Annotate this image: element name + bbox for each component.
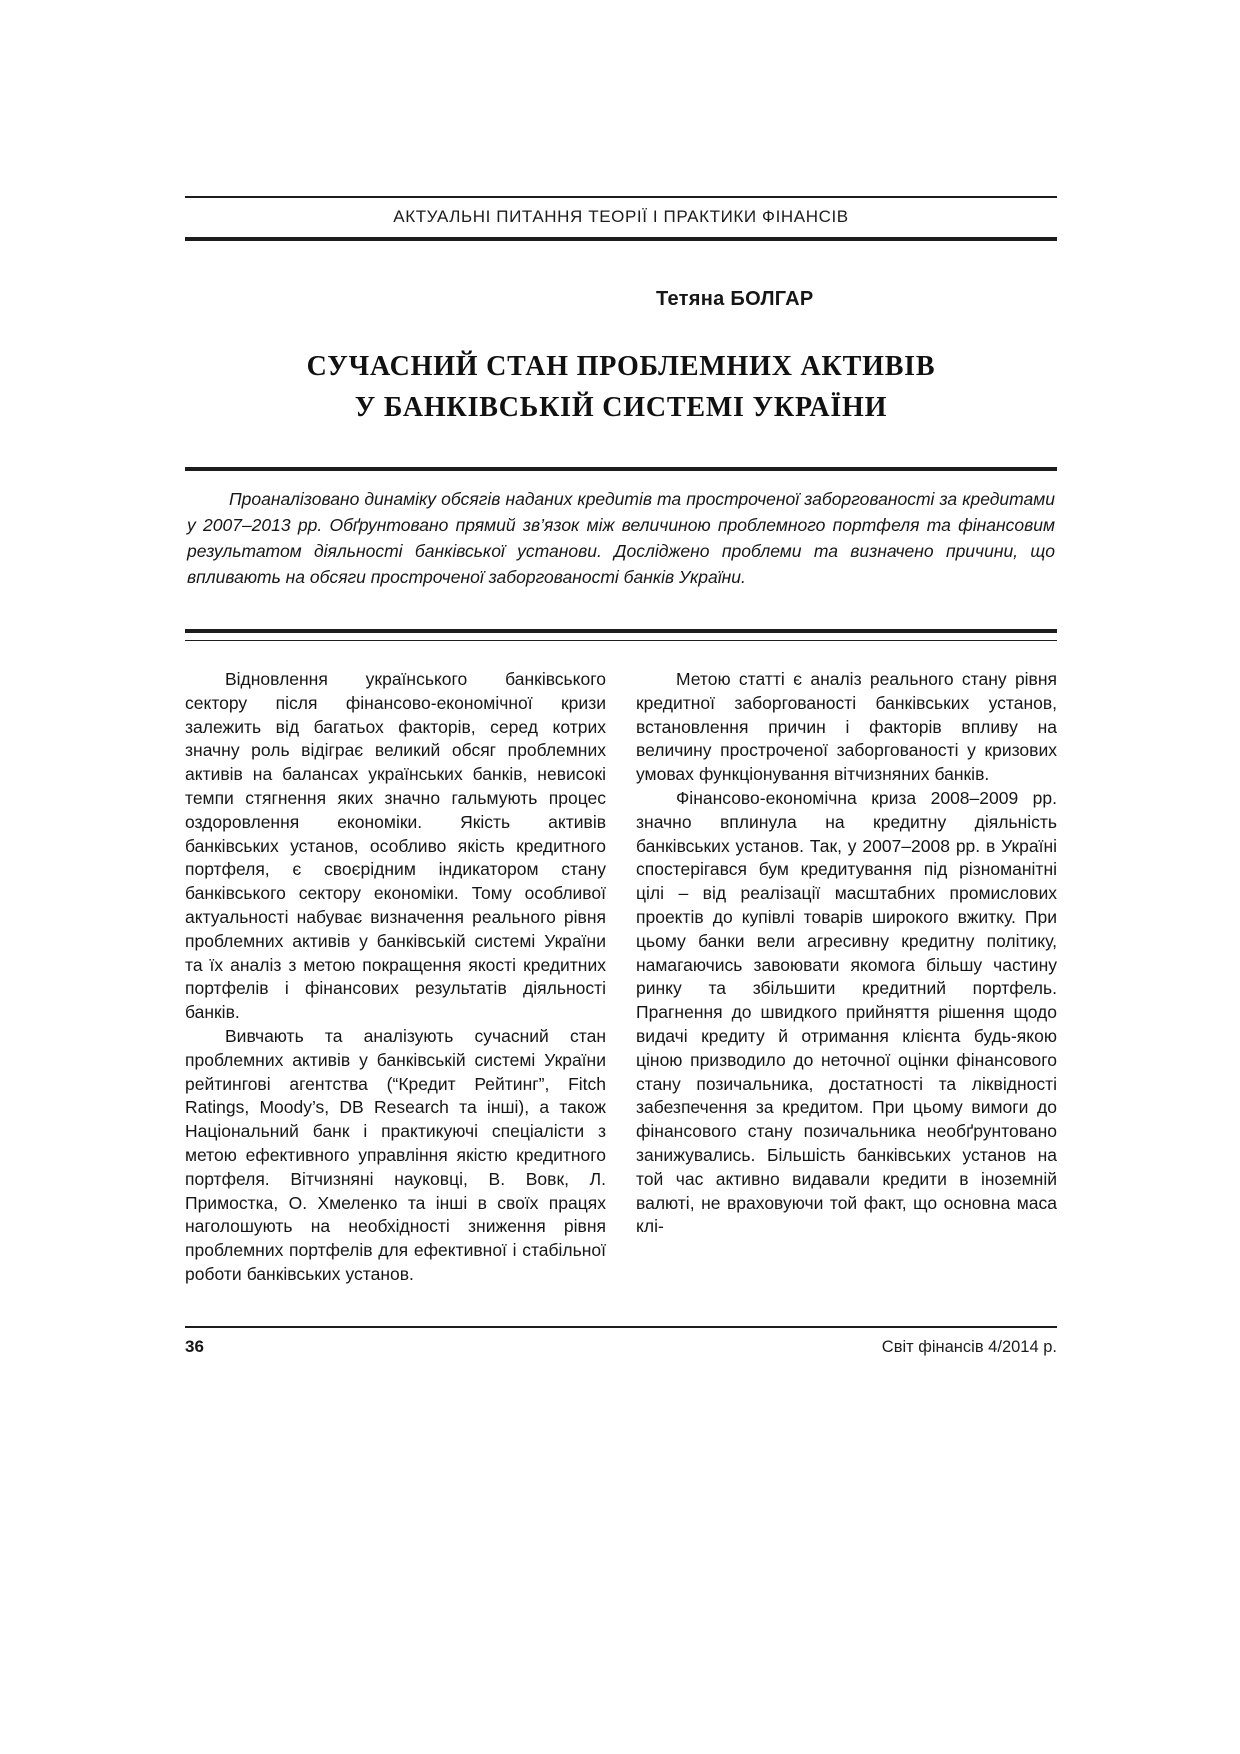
abstract-text: Проаналізовано динаміку обсягів наданих кредитів та простроченої заборгованості за кредитами у 2007–2013 рр. Обґрунтовано прямий зв’язок між величиною проблемного портфеля та фінансовим результатом діяльності банківської установи. Досліджено проблеми та визначено причини, що впливають на обсяги простроченої заборгованості банків України. xyxy=(187,489,1055,587)
article-title xyxy=(185,346,1057,428)
body-paragraph: Метою статті є аналіз реального стану рівня кредитної заборгованості банківських установ, встановлення причин і факторів впливу на величину простроченої заборгованості у кризових умовах функціонування вітчизняних банків. xyxy=(636,669,1057,785)
running-head xyxy=(185,196,1057,241)
journal-section-title: АКТУАЛЬНІ ПИТАННЯ ТЕОРІЇ І ПРАКТИКИ ФІНАНСІВ xyxy=(393,207,849,226)
author-name: Тетяна БОЛГАР xyxy=(656,288,814,310)
body-paragraph: Вивчають та аналізують сучасний стан проблемних активів у банківській системі України рейтингові агентства (“Кредит Рейтинг”, Fitch Ratings, Moody’s, DB Research та інші), а також Національний банк і практикуючі спеціалісти з метою ефективного управління якістю кредитного портфеля. Вітчизняні науковці, В. Вовк, Л. Примостка, О. Хмеленко та інші в своїх працях наголошують на необхідності зниження рівня проблемних портфелів для ефективної і стабільної роботи банківських установ. xyxy=(185,1025,606,1284)
article-title-line-2: У БАНКІВСЬКІЙ СИСТЕМІ УКРАЇНИ xyxy=(354,392,888,423)
page-footer xyxy=(185,1326,1057,1357)
body-columns xyxy=(185,668,1057,1287)
body-paragraph: Відновлення українського банківського сектору після фінансово-економічної кризи залежить від багатьох факторів, серед котрих значну роль відіграє великий обсяг проблемних активів на балансах українських банків, невисокі темпи стягнення яких значно гальмують процес оздоровлення економіки. Якість активів банківських установ, особливо якість кредитного портфеля, є своєрідним індикатором стану банківського сектору економіки. Тому особливої актуальності набуває визначення реального рівня проблемних активів у банківській системі України та їх аналіз з метою покращення якості кредитних портфелів і фінансових результатів діяльності банків. xyxy=(185,669,606,1023)
page-number: 36 xyxy=(185,1337,204,1356)
body-paragraph: Фінансово-економічна криза 2008–2009 рр. значно вплинула на кредитну діяльність банківських установ. Так, у 2007–2008 рр. в Україні спостерігався бум кредитування під різноманітні цілі – від реалізації масштабних промислових проектів до купівлі товарів широкого вжитку. При цьому банки вели агресивну кредитну політику, намагаючись завоювати якомога більшу частину ринку та збільшити кредитний портфель. Прагнення до швидкого прийняття рішення щодо видачі кредиту й отримання клієнта будь-якою ціною призводило до неточної оцінки фінансового стану позичальника, достатності та ліквідності забезпечення за кредитом. При цьому вимоги до фінансового стану позичальника необґрунтовано занижувались. Більшість банківських установ на той час активно видавали кредити в іноземній валюті, не враховуючи той факт, що основна маса клі- xyxy=(636,787,1057,1237)
article-title-line-1: СУЧАСНИЙ СТАН ПРОБЛЕМНИХ АКТИВІВ xyxy=(306,351,936,382)
left-column xyxy=(185,668,606,1287)
abstract-bottom-rule-thin xyxy=(185,640,1057,641)
right-column xyxy=(636,668,1057,1287)
abstract-block xyxy=(185,467,1057,607)
journal-issue-label: Світ фінансів 4/2014 р. xyxy=(881,1338,1057,1356)
abstract-bottom-rule-thick xyxy=(185,629,1057,633)
